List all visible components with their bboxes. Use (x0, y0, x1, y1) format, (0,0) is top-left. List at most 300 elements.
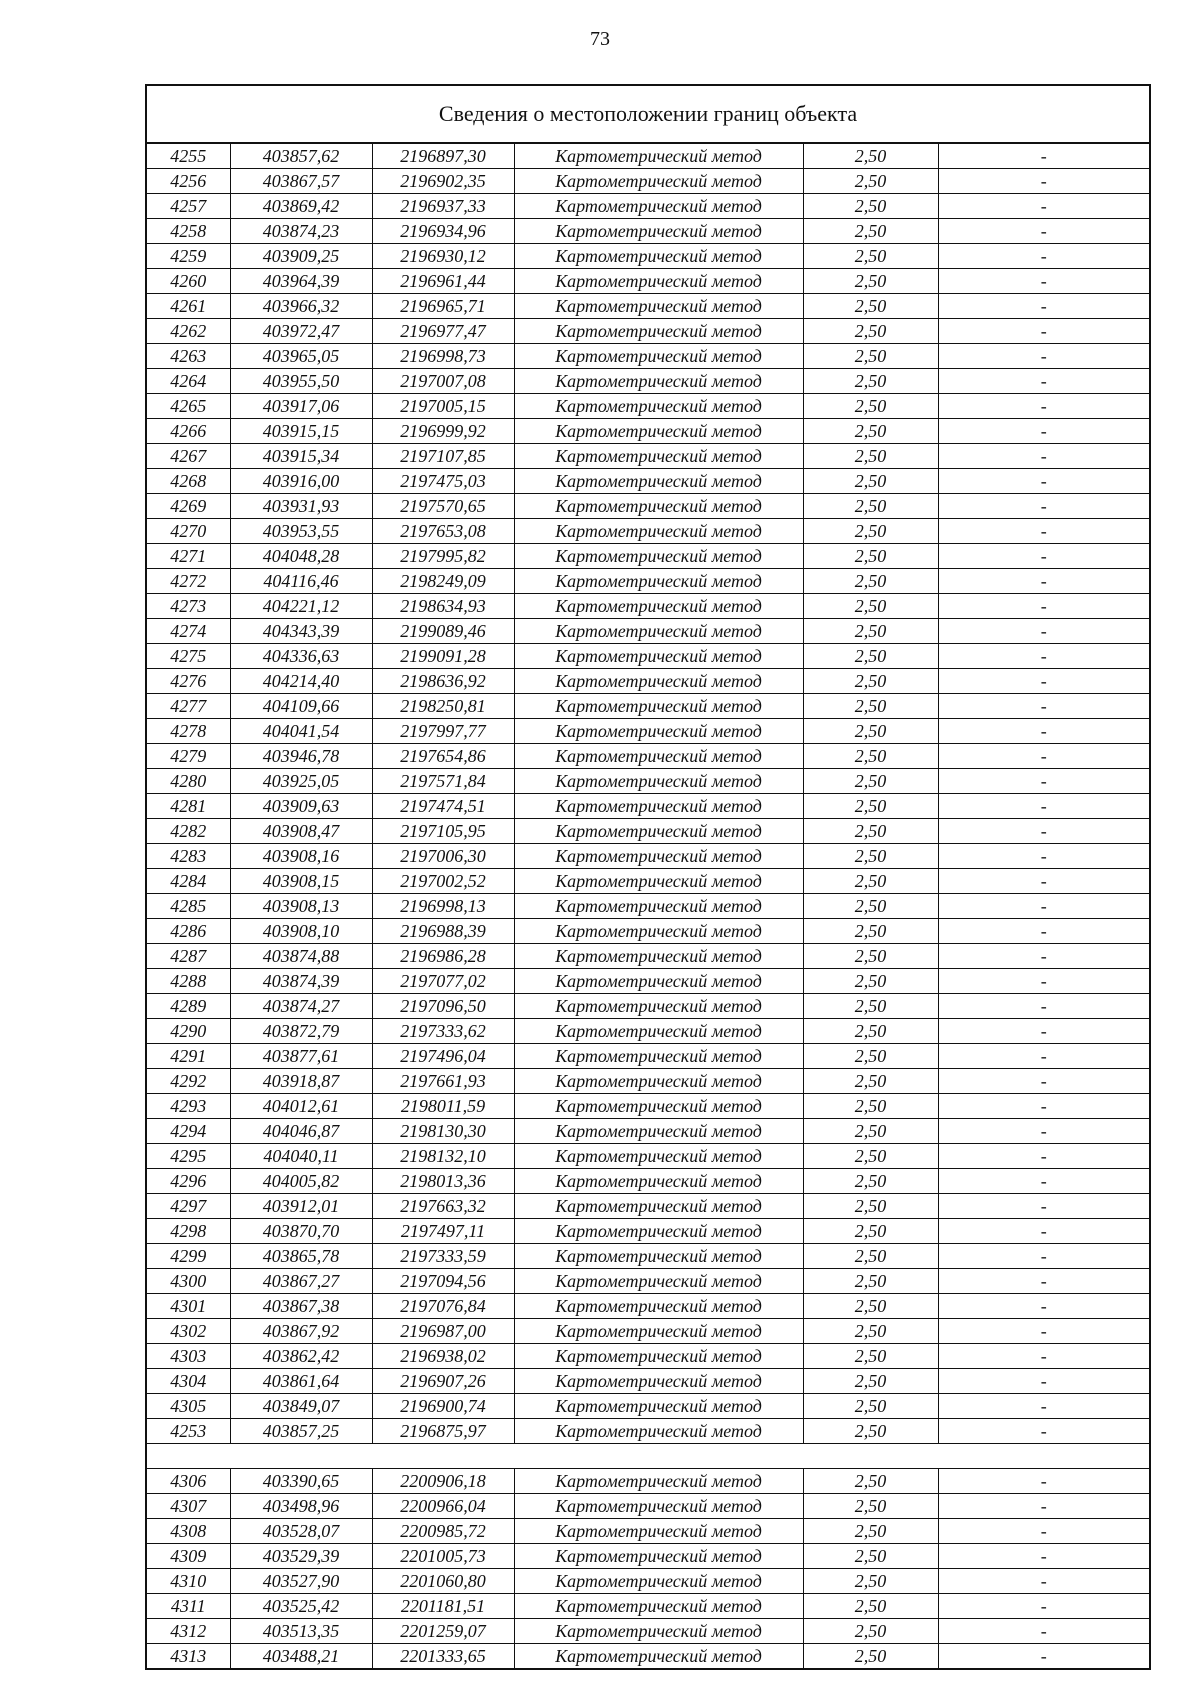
y-coordinate-cell: 2197474,51 (372, 794, 514, 819)
accuracy-cell: 2,50 (803, 919, 938, 944)
x-coordinate-cell: 403513,35 (230, 1619, 372, 1644)
method-cell: Картометрический метод (514, 1569, 803, 1594)
description-cell: - (938, 294, 1149, 319)
x-coordinate-cell: 403964,39 (230, 269, 372, 294)
table-row (147, 1519, 1149, 1544)
point-number-cell: 4280 (147, 769, 230, 794)
accuracy-cell: 2,50 (803, 1469, 938, 1494)
y-coordinate-cell: 2196930,12 (372, 244, 514, 269)
accuracy-cell: 2,50 (803, 619, 938, 644)
accuracy-cell: 2,50 (803, 1519, 938, 1544)
description-cell: - (938, 794, 1149, 819)
x-coordinate-cell: 403908,15 (230, 869, 372, 894)
description-cell: - (938, 1644, 1149, 1669)
accuracy-cell: 2,50 (803, 1644, 938, 1669)
table-row (147, 719, 1149, 744)
x-coordinate-cell: 403972,47 (230, 319, 372, 344)
x-coordinate-cell: 403912,01 (230, 1194, 372, 1219)
method-cell: Картометрический метод (514, 1194, 803, 1219)
x-coordinate-cell: 404012,61 (230, 1094, 372, 1119)
accuracy-cell: 2,50 (803, 1119, 938, 1144)
x-coordinate-cell: 403909,25 (230, 244, 372, 269)
x-coordinate-cell: 403874,88 (230, 944, 372, 969)
x-coordinate-cell: 403953,55 (230, 519, 372, 544)
accuracy-cell: 2,50 (803, 319, 938, 344)
table-row (147, 144, 1149, 169)
x-coordinate-cell: 404041,54 (230, 719, 372, 744)
description-cell: - (938, 619, 1149, 644)
accuracy-cell: 2,50 (803, 844, 938, 869)
x-coordinate-cell: 404336,63 (230, 644, 372, 669)
table-row (147, 1244, 1149, 1269)
y-coordinate-cell: 2197497,11 (372, 1219, 514, 1244)
description-cell: - (938, 219, 1149, 244)
description-cell: - (938, 994, 1149, 1019)
point-number-cell: 4288 (147, 969, 230, 994)
point-number-cell: 4298 (147, 1219, 230, 1244)
point-number-cell: 4299 (147, 1244, 230, 1269)
accuracy-cell: 2,50 (803, 219, 938, 244)
x-coordinate-cell: 403857,62 (230, 144, 372, 169)
point-number-cell: 4259 (147, 244, 230, 269)
y-coordinate-cell: 2196907,26 (372, 1369, 514, 1394)
table-row (147, 444, 1149, 469)
table-row (147, 844, 1149, 869)
point-number-cell: 4304 (147, 1369, 230, 1394)
point-number-cell: 4286 (147, 919, 230, 944)
x-coordinate-cell: 403874,23 (230, 219, 372, 244)
description-cell: - (938, 944, 1149, 969)
method-cell: Картометрический метод (514, 344, 803, 369)
point-number-cell: 4269 (147, 494, 230, 519)
method-cell: Картометрический метод (514, 644, 803, 669)
accuracy-cell: 2,50 (803, 519, 938, 544)
method-cell: Картометрический метод (514, 319, 803, 344)
x-coordinate-cell: 403917,06 (230, 394, 372, 419)
method-cell: Картометрический метод (514, 394, 803, 419)
method-cell: Картометрический метод (514, 919, 803, 944)
method-cell: Картометрический метод (514, 1119, 803, 1144)
method-cell: Картометрический метод (514, 419, 803, 444)
accuracy-cell: 2,50 (803, 819, 938, 844)
description-cell: - (938, 1244, 1149, 1269)
y-coordinate-cell: 2197571,84 (372, 769, 514, 794)
method-cell: Картометрический метод (514, 1019, 803, 1044)
y-coordinate-cell: 2197995,82 (372, 544, 514, 569)
accuracy-cell: 2,50 (803, 369, 938, 394)
y-coordinate-cell: 2198634,93 (372, 594, 514, 619)
point-number-cell: 4272 (147, 569, 230, 594)
description-cell: - (938, 1144, 1149, 1169)
table-row (147, 1019, 1149, 1044)
method-cell: Картометрический метод (514, 1044, 803, 1069)
point-number-cell: 4265 (147, 394, 230, 419)
x-coordinate-cell: 403867,27 (230, 1269, 372, 1294)
table-row (147, 769, 1149, 794)
method-cell: Картометрический метод (514, 1619, 803, 1644)
accuracy-cell: 2,50 (803, 569, 938, 594)
table-row (147, 544, 1149, 569)
x-coordinate-cell: 403857,25 (230, 1419, 372, 1444)
point-number-cell: 4301 (147, 1294, 230, 1319)
method-cell: Картометрический метод (514, 444, 803, 469)
point-number-cell: 4278 (147, 719, 230, 744)
table-row (147, 369, 1149, 394)
method-cell: Картометрический метод (514, 1219, 803, 1244)
table-row (147, 669, 1149, 694)
x-coordinate-cell: 403909,63 (230, 794, 372, 819)
point-number-cell: 4295 (147, 1144, 230, 1169)
description-cell: - (938, 569, 1149, 594)
x-coordinate-cell: 403862,42 (230, 1344, 372, 1369)
description-cell: - (938, 1094, 1149, 1119)
accuracy-cell: 2,50 (803, 744, 938, 769)
table-row (147, 1494, 1149, 1519)
accuracy-cell: 2,50 (803, 1494, 938, 1519)
description-cell: - (938, 1369, 1149, 1394)
accuracy-cell: 2,50 (803, 719, 938, 744)
method-cell: Картометрический метод (514, 994, 803, 1019)
method-cell: Картометрический метод (514, 369, 803, 394)
description-cell: - (938, 144, 1149, 169)
description-cell: - (938, 194, 1149, 219)
method-cell: Картометрический метод (514, 1494, 803, 1519)
method-cell: Картометрический метод (514, 969, 803, 994)
method-cell: Картометрический метод (514, 844, 803, 869)
page-number: 73 (590, 28, 610, 50)
description-cell: - (938, 1469, 1149, 1494)
point-number-cell: 4283 (147, 844, 230, 869)
x-coordinate-cell: 403867,92 (230, 1319, 372, 1344)
table-row (147, 1269, 1149, 1294)
table-row (147, 169, 1149, 194)
point-number-cell: 4253 (147, 1419, 230, 1444)
x-coordinate-cell: 403946,78 (230, 744, 372, 769)
y-coordinate-cell: 2201181,51 (372, 1594, 514, 1619)
y-coordinate-cell: 2197333,62 (372, 1019, 514, 1044)
description-cell: - (938, 1194, 1149, 1219)
x-coordinate-cell: 403525,42 (230, 1594, 372, 1619)
accuracy-cell: 2,50 (803, 494, 938, 519)
method-cell: Картометрический метод (514, 1319, 803, 1344)
accuracy-cell: 2,50 (803, 1244, 938, 1269)
table-row (147, 1344, 1149, 1369)
accuracy-cell: 2,50 (803, 1319, 938, 1344)
table-row (147, 819, 1149, 844)
x-coordinate-cell: 403916,00 (230, 469, 372, 494)
point-number-cell: 4313 (147, 1644, 230, 1669)
method-cell: Картометрический метод (514, 494, 803, 519)
description-cell: - (938, 894, 1149, 919)
table-row (147, 494, 1149, 519)
method-cell: Картометрический метод (514, 694, 803, 719)
accuracy-cell: 2,50 (803, 694, 938, 719)
y-coordinate-cell: 2200906,18 (372, 1469, 514, 1494)
description-cell: - (938, 669, 1149, 694)
y-coordinate-cell: 2196987,00 (372, 1319, 514, 1344)
method-cell: Картометрический метод (514, 794, 803, 819)
method-cell: Картометрический метод (514, 294, 803, 319)
y-coordinate-cell: 2196897,30 (372, 144, 514, 169)
y-coordinate-cell: 2197496,04 (372, 1044, 514, 1069)
description-cell: - (938, 244, 1149, 269)
method-cell: Картометрический метод (514, 894, 803, 919)
table-row (147, 894, 1149, 919)
description-cell: - (938, 394, 1149, 419)
point-number-cell: 4305 (147, 1394, 230, 1419)
point-number-cell: 4266 (147, 419, 230, 444)
point-number-cell: 4263 (147, 344, 230, 369)
accuracy-cell: 2,50 (803, 894, 938, 919)
y-coordinate-cell: 2197661,93 (372, 1069, 514, 1094)
point-number-cell: 4282 (147, 819, 230, 844)
method-cell: Картометрический метод (514, 669, 803, 694)
table-row (147, 1219, 1149, 1244)
x-coordinate-cell: 403955,50 (230, 369, 372, 394)
accuracy-cell: 2,50 (803, 244, 938, 269)
method-cell: Картометрический метод (514, 1069, 803, 1094)
description-cell: - (938, 269, 1149, 294)
x-coordinate-cell: 404343,39 (230, 619, 372, 644)
description-cell: - (938, 1044, 1149, 1069)
y-coordinate-cell: 2198636,92 (372, 669, 514, 694)
accuracy-cell: 2,50 (803, 169, 938, 194)
point-number-cell: 4308 (147, 1519, 230, 1544)
description-cell: - (938, 469, 1149, 494)
accuracy-cell: 2,50 (803, 1544, 938, 1569)
point-number-cell: 4309 (147, 1544, 230, 1569)
point-number-cell: 4268 (147, 469, 230, 494)
x-coordinate-cell: 404046,87 (230, 1119, 372, 1144)
table-row (147, 1144, 1149, 1169)
x-coordinate-cell: 403966,32 (230, 294, 372, 319)
y-coordinate-cell: 2197094,56 (372, 1269, 514, 1294)
x-coordinate-cell: 403527,90 (230, 1569, 372, 1594)
method-cell: Картометрический метод (514, 1419, 803, 1444)
method-cell: Картометрический метод (514, 744, 803, 769)
table-row (147, 994, 1149, 1019)
y-coordinate-cell: 2201005,73 (372, 1544, 514, 1569)
table-row (147, 1119, 1149, 1144)
accuracy-cell: 2,50 (803, 269, 938, 294)
accuracy-cell: 2,50 (803, 1069, 938, 1094)
method-cell: Картометрический метод (514, 1544, 803, 1569)
method-cell: Картометрический метод (514, 1344, 803, 1369)
description-cell: - (938, 594, 1149, 619)
accuracy-cell: 2,50 (803, 544, 938, 569)
accuracy-cell: 2,50 (803, 644, 938, 669)
description-cell: - (938, 1619, 1149, 1644)
accuracy-cell: 2,50 (803, 594, 938, 619)
point-number-cell: 4275 (147, 644, 230, 669)
method-cell: Картометрический метод (514, 194, 803, 219)
description-cell: - (938, 1344, 1149, 1369)
method-cell: Картометрический метод (514, 1294, 803, 1319)
point-number-cell: 4261 (147, 294, 230, 319)
table-row (147, 1469, 1149, 1494)
method-cell: Картометрический метод (514, 769, 803, 794)
y-coordinate-cell: 2197570,65 (372, 494, 514, 519)
method-cell: Картометрический метод (514, 269, 803, 294)
accuracy-cell: 2,50 (803, 1394, 938, 1419)
table-row (147, 919, 1149, 944)
y-coordinate-cell: 2198013,36 (372, 1169, 514, 1194)
table-row (147, 1044, 1149, 1069)
x-coordinate-cell: 403965,05 (230, 344, 372, 369)
x-coordinate-cell: 403931,93 (230, 494, 372, 519)
y-coordinate-cell: 2197007,08 (372, 369, 514, 394)
y-coordinate-cell: 2196986,28 (372, 944, 514, 969)
method-cell: Картометрический метод (514, 144, 803, 169)
y-coordinate-cell: 2201333,65 (372, 1644, 514, 1669)
y-coordinate-cell: 2196965,71 (372, 294, 514, 319)
y-coordinate-cell: 2197475,03 (372, 469, 514, 494)
point-number-cell: 4300 (147, 1269, 230, 1294)
accuracy-cell: 2,50 (803, 1294, 938, 1319)
y-coordinate-cell: 2197105,95 (372, 819, 514, 844)
x-coordinate-cell: 404221,12 (230, 594, 372, 619)
table-row (147, 644, 1149, 669)
x-coordinate-cell: 403870,70 (230, 1219, 372, 1244)
accuracy-cell: 2,50 (803, 1419, 938, 1444)
y-coordinate-cell: 2196934,96 (372, 219, 514, 244)
description-cell: - (938, 1319, 1149, 1344)
x-coordinate-cell: 403908,16 (230, 844, 372, 869)
accuracy-cell: 2,50 (803, 1569, 938, 1594)
method-cell: Картометрический метод (514, 1144, 803, 1169)
point-number-cell: 4287 (147, 944, 230, 969)
description-cell: - (938, 969, 1149, 994)
x-coordinate-cell: 403867,38 (230, 1294, 372, 1319)
point-number-cell: 4312 (147, 1619, 230, 1644)
y-coordinate-cell: 2196902,35 (372, 169, 514, 194)
method-cell: Картометрический метод (514, 1369, 803, 1394)
description-cell: - (938, 494, 1149, 519)
description-cell: - (938, 819, 1149, 844)
table-row (147, 219, 1149, 244)
table-row (147, 1094, 1149, 1119)
x-coordinate-cell: 403908,13 (230, 894, 372, 919)
table-row (147, 419, 1149, 444)
coordinates-grid (147, 144, 1149, 1668)
accuracy-cell: 2,50 (803, 419, 938, 444)
point-number-cell: 4296 (147, 1169, 230, 1194)
y-coordinate-cell: 2197997,77 (372, 719, 514, 744)
description-cell: - (938, 1219, 1149, 1244)
description-cell: - (938, 844, 1149, 869)
y-coordinate-cell: 2198132,10 (372, 1144, 514, 1169)
point-number-cell: 4302 (147, 1319, 230, 1344)
x-coordinate-cell: 403872,79 (230, 1019, 372, 1044)
x-coordinate-cell: 404005,82 (230, 1169, 372, 1194)
y-coordinate-cell: 2197654,86 (372, 744, 514, 769)
x-coordinate-cell: 403865,78 (230, 1244, 372, 1269)
y-coordinate-cell: 2197107,85 (372, 444, 514, 469)
coordinates-table (145, 84, 1151, 1670)
point-number-cell: 4291 (147, 1044, 230, 1069)
y-coordinate-cell: 2197653,08 (372, 519, 514, 544)
point-number-cell: 4256 (147, 169, 230, 194)
method-cell: Картометрический метод (514, 944, 803, 969)
x-coordinate-cell: 403390,65 (230, 1469, 372, 1494)
y-coordinate-cell: 2198011,59 (372, 1094, 514, 1119)
description-cell: - (938, 719, 1149, 744)
table-row (147, 1194, 1149, 1219)
x-coordinate-cell: 403915,15 (230, 419, 372, 444)
y-coordinate-cell: 2197096,50 (372, 994, 514, 1019)
point-number-cell: 4290 (147, 1019, 230, 1044)
method-cell: Картометрический метод (514, 219, 803, 244)
method-cell: Картометрический метод (514, 1169, 803, 1194)
accuracy-cell: 2,50 (803, 1169, 938, 1194)
description-cell: - (938, 344, 1149, 369)
method-cell: Картометрический метод (514, 519, 803, 544)
point-number-cell: 4303 (147, 1344, 230, 1369)
description-cell: - (938, 1544, 1149, 1569)
point-number-cell: 4260 (147, 269, 230, 294)
point-number-cell: 4262 (147, 319, 230, 344)
method-cell: Картометрический метод (514, 594, 803, 619)
accuracy-cell: 2,50 (803, 1269, 938, 1294)
accuracy-cell: 2,50 (803, 1594, 938, 1619)
description-cell: - (938, 1169, 1149, 1194)
x-coordinate-cell: 403925,05 (230, 769, 372, 794)
y-coordinate-cell: 2197077,02 (372, 969, 514, 994)
point-number-cell: 4306 (147, 1469, 230, 1494)
x-coordinate-cell: 403867,57 (230, 169, 372, 194)
method-cell: Картометрический метод (514, 1594, 803, 1619)
description-cell: - (938, 519, 1149, 544)
point-number-cell: 4273 (147, 594, 230, 619)
x-coordinate-cell: 403877,61 (230, 1044, 372, 1069)
accuracy-cell: 2,50 (803, 394, 938, 419)
x-coordinate-cell: 403869,42 (230, 194, 372, 219)
x-coordinate-cell: 404109,66 (230, 694, 372, 719)
accuracy-cell: 2,50 (803, 1219, 938, 1244)
description-cell: - (938, 1569, 1149, 1594)
accuracy-cell: 2,50 (803, 869, 938, 894)
point-number-cell: 4297 (147, 1194, 230, 1219)
point-number-cell: 4258 (147, 219, 230, 244)
point-number-cell: 4292 (147, 1069, 230, 1094)
x-coordinate-cell: 403908,10 (230, 919, 372, 944)
method-cell: Картометрический метод (514, 719, 803, 744)
x-coordinate-cell: 403908,47 (230, 819, 372, 844)
description-cell: - (938, 1294, 1149, 1319)
accuracy-cell: 2,50 (803, 794, 938, 819)
point-number-cell: 4271 (147, 544, 230, 569)
table-row (147, 1619, 1149, 1644)
y-coordinate-cell: 2197076,84 (372, 1294, 514, 1319)
description-cell: - (938, 319, 1149, 344)
y-coordinate-cell: 2196998,13 (372, 894, 514, 919)
table-row (147, 319, 1149, 344)
group-separator-row (147, 1444, 1149, 1469)
accuracy-cell: 2,50 (803, 944, 938, 969)
point-number-cell: 4267 (147, 444, 230, 469)
accuracy-cell: 2,50 (803, 769, 938, 794)
y-coordinate-cell: 2196900,74 (372, 1394, 514, 1419)
y-coordinate-cell: 2196998,73 (372, 344, 514, 369)
accuracy-cell: 2,50 (803, 1369, 938, 1394)
description-cell: - (938, 869, 1149, 894)
accuracy-cell: 2,50 (803, 969, 938, 994)
table-row (147, 1294, 1149, 1319)
table-title: Сведения о местоположении границ объекта (147, 86, 1149, 144)
description-cell: - (938, 1269, 1149, 1294)
method-cell: Картометрический метод (514, 819, 803, 844)
accuracy-cell: 2,50 (803, 1044, 938, 1069)
